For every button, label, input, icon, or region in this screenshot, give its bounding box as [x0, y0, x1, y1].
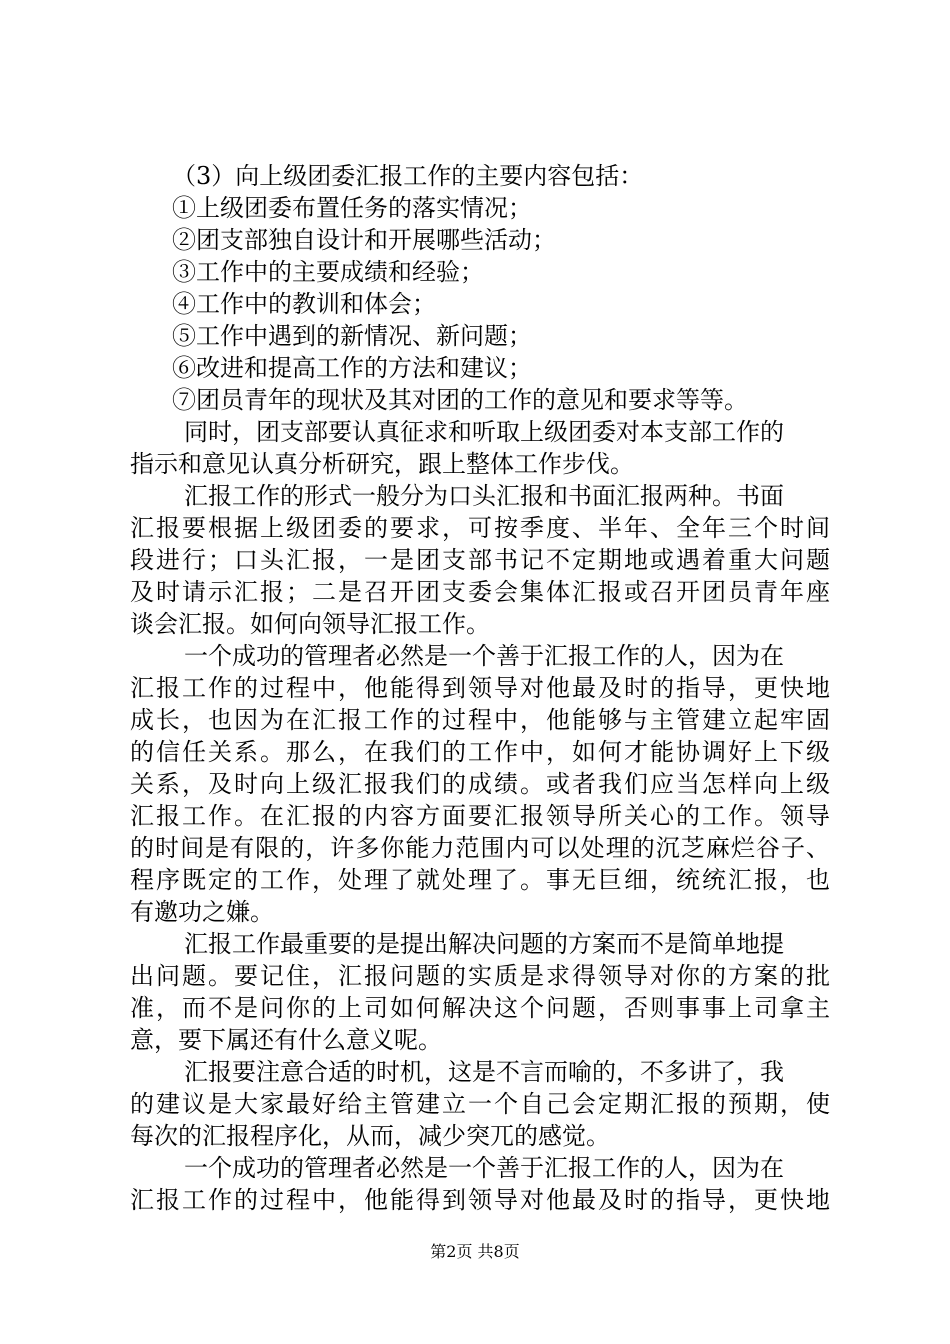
list-item: ②团支部独自设计和开展哪些活动； [172, 226, 556, 254]
paragraph-line: 成长，也因为在汇报工作的过程中，他能够与主管建立起牢固 [130, 706, 830, 734]
paragraph-line: 意，要下属还有什么意义呢。 [130, 1026, 442, 1054]
paragraph-line: 的建议是大家最好给主管建立一个自己会定期汇报的预期，使 [130, 1090, 830, 1118]
paragraph-line: 汇报工作最重要的是提出解决问题的方案而不是简单地提 [184, 930, 784, 958]
paragraph-line: 准，而不是问你的上司如何解决这个问题，否则事事上司拿主 [130, 994, 830, 1022]
paragraph-line: 程序既定的工作，处理了就处理了。事无巨细，统统汇报，也 [130, 866, 830, 894]
list-item: ⑥改进和提高工作的方法和建议； [172, 354, 532, 382]
document-body [130, 160, 830, 1216]
paragraph-line: 段进行；口头汇报，一是团支部书记不定期地或遇着重大问题 [130, 546, 830, 574]
paragraph-line: 一个成功的管理者必然是一个善于汇报工作的人，因为在 [184, 1154, 784, 1182]
list-item: ④工作中的教训和体会； [172, 290, 436, 318]
paragraph-line: 出问题。要记住，汇报问题的实质是求得领导对你的方案的批 [130, 962, 830, 990]
paragraph-line: 汇报要根据上级团委的要求，可按季度、半年、全年三个时间 [130, 514, 830, 542]
paragraph-line: 汇报工作的形式一般分为口头汇报和书面汇报两种。书面 [184, 482, 784, 510]
list-item: ⑤工作中遇到的新情况、新问题； [172, 322, 532, 350]
paragraph-line: 关系，及时向上级汇报我们的成绩。或者我们应当怎样向上级 [130, 770, 830, 798]
paragraph-line: 每次的汇报程序化，从而，减少突兀的感觉。 [130, 1122, 610, 1150]
list-item: ①上级团委布置任务的落实情况； [172, 194, 532, 222]
list-item: ⑦团员青年的现状及其对团的工作的意见和要求等等。 [172, 386, 748, 414]
paragraph-line: 谈会汇报。如何向领导汇报工作。 [130, 610, 490, 638]
paragraph-line: 同时，团支部要认真征求和听取上级团委对本支部工作的 [184, 418, 784, 446]
paragraph-line: 的时间是有限的，许多你能力范围内可以处理的沉芝麻烂谷子、 [130, 834, 830, 862]
paragraph-line: 汇报工作的过程中，他能得到领导对他最及时的指导，更快地 [130, 1186, 830, 1214]
paragraph-line: 汇报工作的过程中，他能得到领导对他最及时的指导，更快地 [130, 674, 830, 702]
paragraph-line: 指示和意见认真分析研究，跟上整体工作步伐。 [130, 450, 634, 478]
page-footer: 第2页 共8页 [430, 1242, 520, 1261]
section-heading: （3）向上级团委汇报工作的主要内容包括： [172, 162, 644, 190]
paragraph-line: 及时请示汇报；二是召开团支委会集体汇报或召开团员青年座 [130, 578, 830, 606]
paragraph-line: 的信任关系。那么，在我们的工作中，如何才能协调好上下级 [130, 738, 830, 766]
list-item: ③工作中的主要成绩和经验； [172, 258, 484, 286]
paragraph-line: 有邀功之嫌。 [130, 898, 274, 926]
paragraph-line: 汇报要注意合适的时机，这是不言而喻的，不多讲了，我 [184, 1058, 784, 1086]
paragraph-line: 一个成功的管理者必然是一个善于汇报工作的人，因为在 [184, 642, 784, 670]
paragraph-line: 汇报工作。在汇报的内容方面要汇报领导所关心的工作。领导 [130, 802, 830, 830]
